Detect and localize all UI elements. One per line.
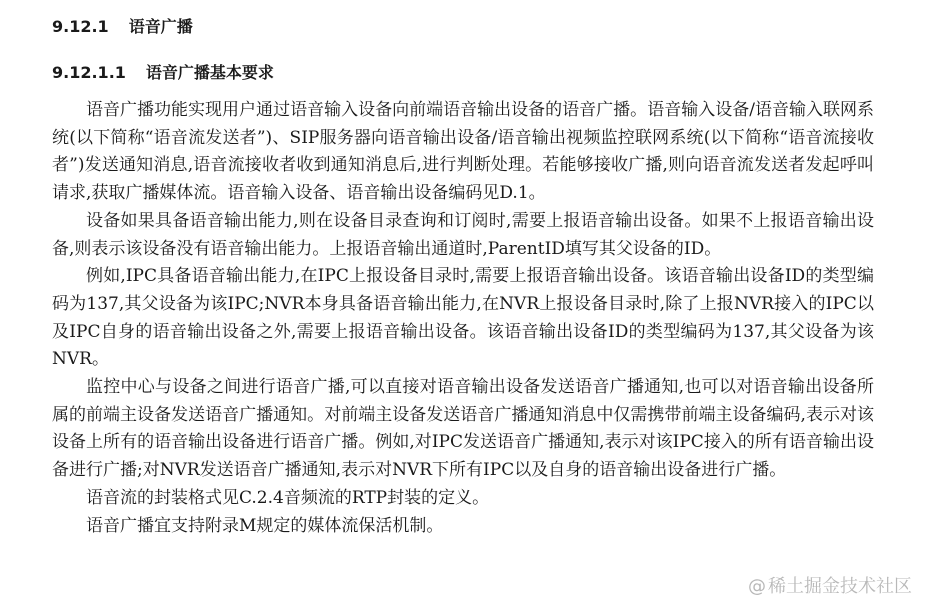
- section-heading: [52, 16, 193, 38]
- section-number: 9.12.1: [52, 17, 109, 36]
- subsection-heading: [52, 62, 274, 84]
- section-title: 语音广播: [128, 17, 193, 36]
- subsection-number: 9.12.1.1: [52, 63, 126, 82]
- watermark-text: 稀土掘金技术社区: [768, 576, 912, 597]
- at-icon: @: [748, 576, 766, 597]
- paragraph-keepalive: 语音广播宜支持附录M规定的媒体流保活机制。: [86, 515, 444, 536]
- paragraph-encapsulation-format: 语音流的封装格式见C.2.4音频流的RTP封装的定义。: [86, 487, 490, 508]
- subsection-title: 语音广播基本要求: [145, 63, 274, 82]
- watermark: [748, 576, 912, 598]
- section-body: [52, 97, 874, 540]
- paragraph-monitoring-center: 监控中心与设备之间进行语音广播,可以直接对语音输出设备发送语音广播通知,也可以对语音输出设备所属的前端主设备发送语音广播通知。对前端主设备发送语音广播通知消息中仅需携带前端主设备编码,表示对该设备上所有的语音输出设备进行语音广播。例如,对IPC发送语音广播通知,表示对该IPC接入的所有语音输出设备进行广播;对NVR发送语音广播通知,表示对NVR下所有IPC以及自身的语音输出设备进行广播。: [52, 377, 874, 481]
- paragraph-broadcast-intro: 语音广播功能实现用户通过语音输入设备向前端语音输出设备的语音广播。语音输入设备/语音输入联网系统(以下简称“语音流发送者”)、SIP服务器向语音输出设备/语音输出视频监控联网系统(以下简称“语音流接收者”)发送通知消息,语音流接收者收到通知消息后,进行判断处理。若能够接收广播,则向语音流发送者发起呼叫请求,获取广播媒体流。语音输入设备、语音输出设备编码见D.1。: [52, 100, 874, 204]
- paragraph-device-output-capability: 设备如果具备语音输出能力,则在设备目录查询和订阅时,需要上报语音输出设备。如果不上报语音输出设备,则表示该设备没有语音输出能力。上报语音输出通道时,ParentID填写其父设备的ID。: [52, 210, 874, 259]
- paragraph-ipc-nvr-example: 例如,IPC具备语音输出能力,在IPC上报设备目录时,需要上报语音输出设备。该语音输出设备ID的类型编码为137,其父设备为该IPC;NVR本身具备语音输出能力,在NVR上报设备目录时,除了上报NVR接入的IPC以及IPC自身的语音输出设备之外,需要上报语音输出设备。该语音输出设备ID的类型编码为137,其父设备为该NVR。: [52, 266, 874, 370]
